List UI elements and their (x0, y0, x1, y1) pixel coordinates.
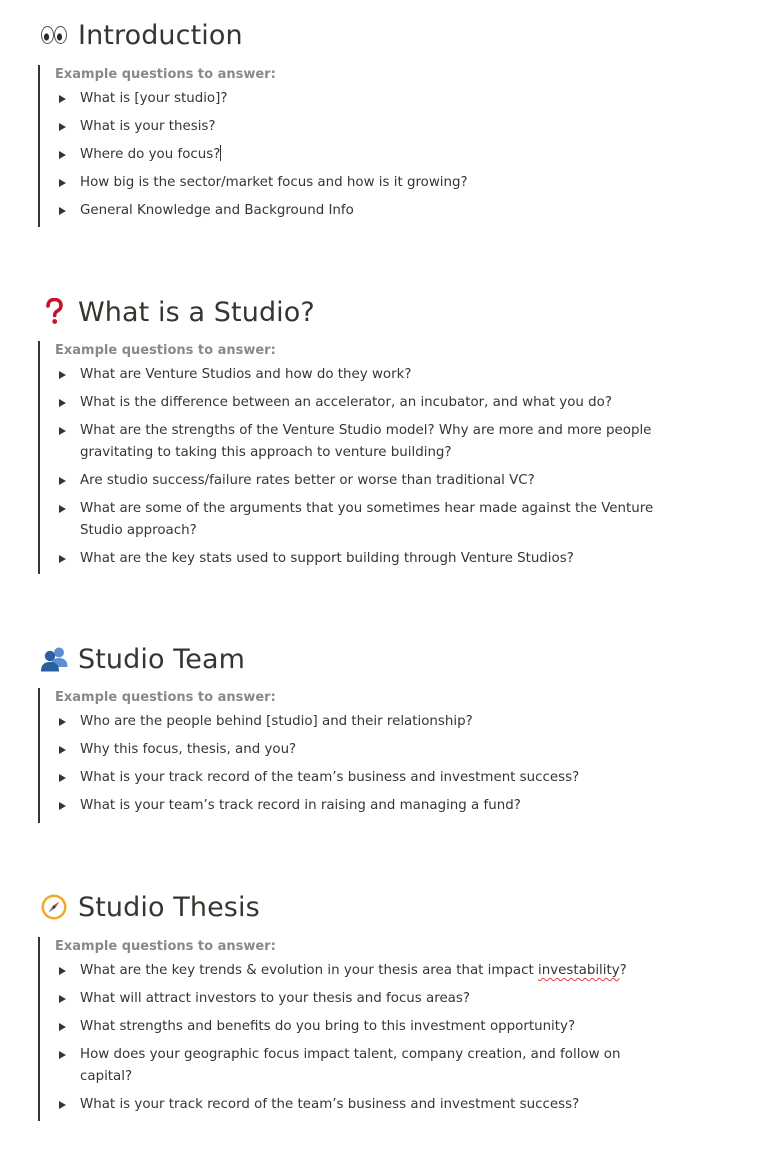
toggle-arrow-icon[interactable] (55, 711, 80, 733)
toggle-arrow-icon[interactable] (55, 1016, 80, 1038)
page-title-studio-team: Studio Team (78, 643, 246, 675)
heading-introduction[interactable] (40, 15, 243, 55)
compass-icon (40, 893, 68, 921)
heading-studio-team[interactable] (40, 639, 245, 679)
quote-block-studio-thesis[interactable] (38, 937, 675, 1121)
example-questions-label: Example questions to answer: (55, 67, 276, 82)
toggle-item[interactable] (55, 767, 675, 789)
toggle-item[interactable] (55, 739, 675, 761)
toggle-arrow-icon[interactable] (55, 767, 80, 789)
toggle-text: What is your track record of the team’s business and investment success? (80, 770, 580, 785)
question-mark-icon (40, 298, 68, 326)
heading-studio-thesis[interactable] (40, 887, 260, 927)
toggle-arrow-icon[interactable] (55, 200, 80, 222)
toggle-item[interactable] (55, 420, 675, 464)
toggle-arrow-icon[interactable] (55, 116, 80, 138)
toggle-item[interactable] (55, 144, 675, 166)
toggle-text-editing[interactable] (80, 144, 675, 166)
toggle-arrow-icon[interactable] (55, 548, 80, 570)
toggle-text: How does your geographic focus impact talent, company creation, and follow on capital? (80, 1047, 621, 1084)
toggle-item[interactable] (55, 88, 675, 110)
toggle-arrow-icon[interactable] (55, 1094, 80, 1116)
toggle-text: Where do you focus? (80, 147, 221, 162)
toggle-text: What strengths and benefits do you bring to this investment opportunity? (80, 1019, 576, 1034)
toggle-arrow-icon[interactable] (55, 960, 80, 982)
toggle-item[interactable] (55, 116, 675, 138)
toggle-item[interactable] (55, 364, 675, 386)
toggle-item[interactable] (55, 498, 675, 542)
toggle-text-part: What are the key trends & evolution in your thesis area that impact (80, 963, 539, 978)
toggle-arrow-icon[interactable] (55, 988, 80, 1010)
toggle-text: What is your thesis? (80, 119, 216, 134)
toggle-item[interactable] (55, 470, 675, 492)
next-section-icon-partial (46, 1158, 54, 1163)
toggle-arrow-icon[interactable] (55, 364, 80, 386)
toggle-text: What is your team’s track record in raising and managing a fund? (80, 798, 521, 813)
toggle-text: Why this focus, thesis, and you? (80, 742, 297, 757)
toggle-arrow-icon[interactable] (55, 392, 80, 414)
toggle-arrow-icon[interactable] (55, 498, 80, 520)
toggle-arrow-icon[interactable] (55, 172, 80, 194)
toggle-item[interactable] (55, 200, 675, 222)
toggle-arrow-icon[interactable] (55, 795, 80, 817)
toggle-item[interactable] (55, 1016, 675, 1038)
spellcheck-word[interactable]: investability (538, 963, 620, 978)
toggle-item[interactable] (55, 960, 675, 982)
toggle-text: What is your track record of the team’s business and investment success? (80, 1097, 580, 1112)
quote-block-what-is-studio[interactable] (38, 341, 675, 574)
toggle-text: What are the key stats used to support building through Venture Studios? (80, 551, 574, 566)
toggle-item[interactable] (55, 795, 675, 817)
toggle-text: What will attract investors to your thesis and focus areas? (80, 991, 470, 1006)
toggle-item[interactable] (55, 548, 675, 570)
toggle-text: General Knowledge and Background Info (80, 203, 354, 218)
toggle-text: What are Venture Studios and how do they work? (80, 367, 412, 382)
toggle-item[interactable] (55, 172, 675, 194)
quote-block-studio-team[interactable] (38, 688, 675, 823)
page-title-studio-thesis: Studio Thesis (78, 891, 260, 923)
example-questions-label: Example questions to answer: (55, 939, 276, 954)
example-questions-label: Example questions to answer: (55, 343, 276, 358)
toggle-arrow-icon[interactable] (55, 420, 80, 442)
toggle-item[interactable] (55, 988, 675, 1010)
toggle-item[interactable] (55, 1044, 675, 1088)
toggle-text: How big is the sector/market focus and how is it growing? (80, 175, 468, 190)
toggle-arrow-icon[interactable] (55, 1044, 80, 1066)
quote-block-introduction[interactable] (38, 65, 675, 227)
toggle-text: What are some of the arguments that you sometimes hear made against the Venture Studio approach? (80, 501, 654, 538)
toggle-arrow-icon[interactable] (55, 88, 80, 110)
text-cursor (220, 145, 221, 161)
example-questions-label: Example questions to answer: (55, 690, 276, 705)
toggle-text (80, 960, 675, 982)
toggle-arrow-icon[interactable] (55, 144, 80, 166)
people-icon (40, 645, 68, 673)
toggle-item[interactable] (55, 711, 675, 733)
toggle-item[interactable] (55, 392, 675, 414)
page-title-introduction: Introduction (78, 19, 243, 51)
toggle-text: What is [your studio]? (80, 91, 228, 106)
toggle-text: Are studio success/failure rates better or worse than traditional VC? (80, 473, 535, 488)
page-title-what-is-studio: What is a Studio? (78, 296, 315, 328)
heading-what-is-studio[interactable] (40, 292, 315, 332)
toggle-text-part: ? (619, 963, 627, 978)
toggle-text: Who are the people behind [studio] and their relationship? (80, 714, 473, 729)
eyes-icon (40, 21, 68, 49)
toggle-item[interactable] (55, 1094, 675, 1116)
toggle-text: What is the difference between an accelerator, an incubator, and what you do? (80, 395, 612, 410)
toggle-text: What are the strengths of the Venture Studio model? Why are more and more people gravitating to taking this approach to venture building? (80, 423, 652, 460)
toggle-arrow-icon[interactable] (55, 470, 80, 492)
toggle-arrow-icon[interactable] (55, 739, 80, 761)
